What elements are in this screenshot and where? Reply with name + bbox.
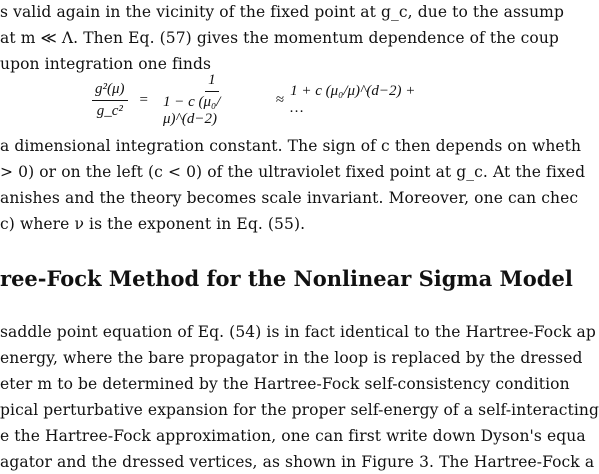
text-line: anishes and the theory becomes scale invariant. Moreover, one can chec bbox=[0, 189, 579, 207]
approx-sign: ≈ bbox=[275, 91, 285, 108]
text-line: saddle point equation of Eq. (54) is in fact identical to the Hartree-Fock ap bbox=[0, 323, 596, 341]
lhs-numerator: g²(μ) bbox=[92, 81, 128, 101]
text-line: > 0) or on the left (c < 0) of the ultraviolet fixed point at g_c. At the fixed bbox=[0, 163, 586, 181]
text-line: c) where ν is the exponent in Eq. (55). bbox=[0, 215, 306, 233]
text-line: eter m to be determined by the Hartree-Fock self-consistency condition bbox=[0, 375, 570, 393]
text-line: energy, where the bare propagator in the loop is replaced by the dressed bbox=[0, 349, 583, 367]
text-line: at m ≪ Λ. Then Eq. (57) gives the momentum dependence of the coup bbox=[0, 29, 559, 47]
text-line: a dimensional integration constant. The sign of c then depends on wheth bbox=[0, 137, 582, 155]
rhs-fraction bbox=[160, 72, 264, 128]
rhs-numerator: 1 bbox=[205, 72, 219, 92]
equals-sign: = bbox=[139, 91, 148, 108]
rhs-denominator: 1 − c (μ₀/μ)^(d−2) bbox=[163, 94, 221, 127]
text-line: agator and the dressed vertices, as shown in Figure 3. The Hartree-Fock a bbox=[0, 453, 595, 471]
text-line: s valid again in the vicinity of the fixed point at g_c, due to the assump bbox=[0, 3, 564, 21]
lhs-fraction bbox=[92, 81, 128, 120]
section-heading: ree-Fock Method for the Nonlinear Sigma Model bbox=[0, 266, 573, 291]
text-line: pical perturbative expansion for the proper self-energy of a self-interacting bbox=[0, 401, 599, 419]
text-line: upon integration one finds bbox=[0, 55, 212, 73]
lhs-denominator: g_c² bbox=[96, 102, 123, 119]
series-expansion: 1 + c (μ₀/μ)^(d−2) + … bbox=[290, 83, 416, 116]
equation bbox=[86, 72, 416, 127]
text-line: e the Hartree-Fock approximation, one can first write down Dyson's equa bbox=[0, 427, 586, 445]
